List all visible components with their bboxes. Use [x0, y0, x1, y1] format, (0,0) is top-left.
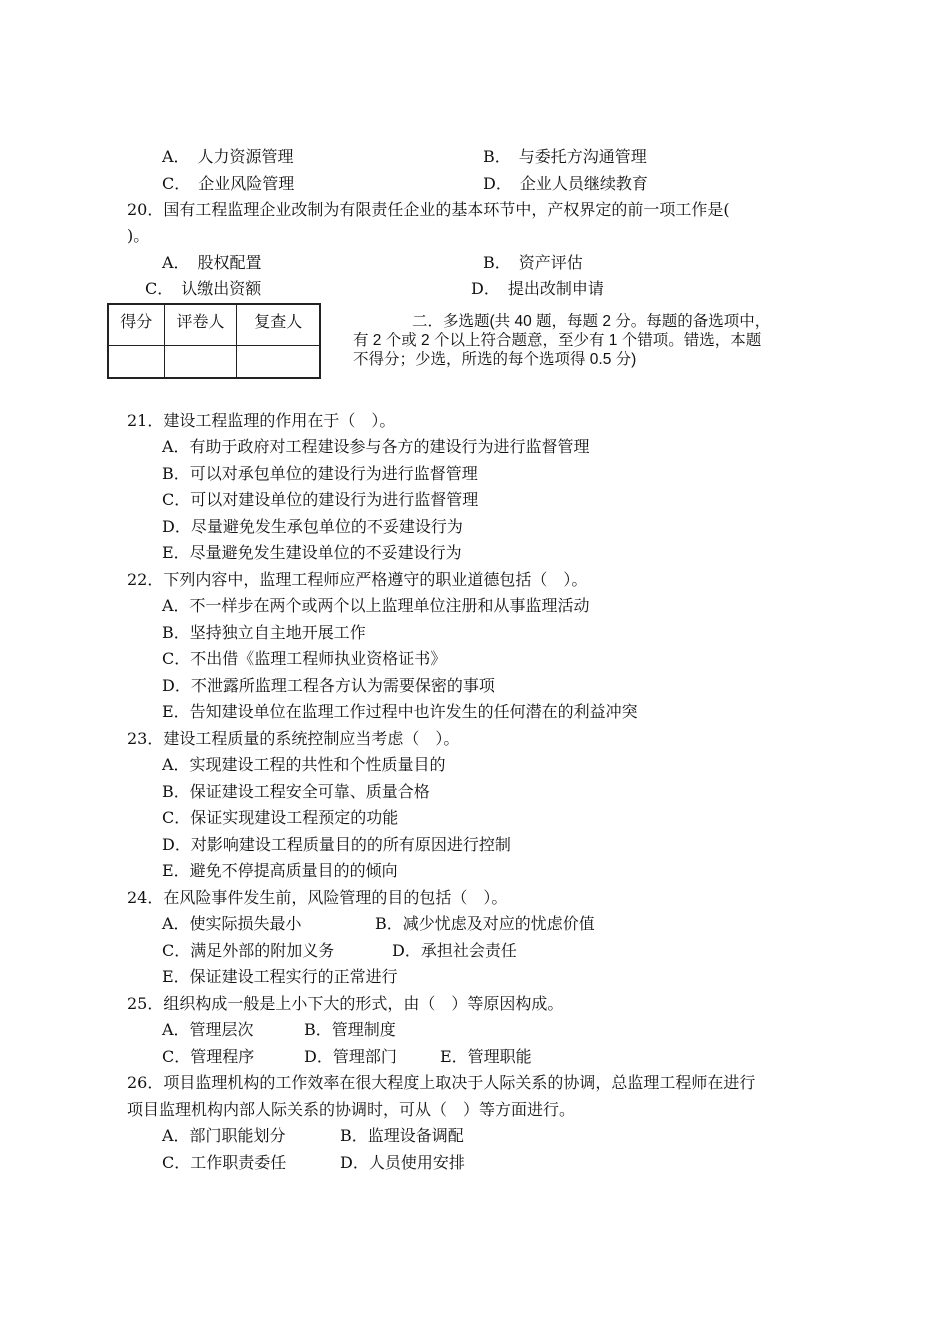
- q19-option-a: A． 人力资源管理: [162, 147, 294, 166]
- q20-option-a: A． 股权配置: [162, 253, 262, 272]
- section2-heading-line1: 二．多选题(共 40 题，每题 2 分。每题的备选项中，: [412, 313, 771, 330]
- q25-option-a: A．管理层次: [162, 1020, 254, 1039]
- q19-option-b: B． 与委托方沟通管理: [483, 147, 647, 166]
- q25-option-e: E．管理职能: [440, 1047, 532, 1066]
- reviewer-cell: [237, 346, 320, 379]
- q26-option-b: B．监理设备调配: [340, 1126, 464, 1145]
- section2-heading-line2: 有 2 个或 2 个以上符合题意，至少有 1 个错项。错选，本题: [353, 332, 762, 349]
- grader-header: 评卷人: [164, 304, 237, 346]
- q23-option-a: A．实现建设工程的共性和个性质量目的: [162, 755, 446, 774]
- score-cell: [108, 346, 164, 379]
- q21-option-c: C．可以对建设单位的建设行为进行监督管理: [162, 490, 479, 509]
- q19-option-d: D． 企业人员继续教育: [483, 174, 648, 193]
- q22-option-b: B．坚持独立自主地开展工作: [162, 623, 366, 642]
- q20-option-d: D． 提出改制申请: [471, 279, 604, 298]
- section2-heading-line3: 不得分；少选，所选的每个选项得 0.5 分): [353, 351, 637, 368]
- q21-stem: 21．建设工程监理的作用在于（ ）。: [127, 411, 396, 430]
- reviewer-header: 复查人: [237, 304, 320, 346]
- q23-stem: 23．建设工程质量的系统控制应当考虑（ ）。: [127, 729, 460, 748]
- q23-option-e: E．避免不停提高质量目的的倾向: [162, 861, 398, 880]
- q26-option-a: A．部门职能划分: [162, 1126, 286, 1145]
- q21-option-e: E．尽量避免发生建设单位的不妥建设行为: [162, 543, 462, 562]
- q20-stem: 20．国有工程监理企业改制为有限责任企业的基本环节中，产权界定的前一项工作是(: [127, 200, 730, 219]
- q25-option-b: B．管理制度: [304, 1020, 396, 1039]
- q24-option-a: A．使实际损失最小: [162, 914, 302, 933]
- q26-option-d: D．人员使用安排: [340, 1153, 465, 1172]
- q23-option-d: D．对影响建设工程质量目的的所有原因进行控制: [162, 835, 511, 854]
- q21-option-d: D．尽量避免发生承包单位的不妥建设行为: [162, 517, 463, 536]
- q22-stem: 22．下列内容中，监理工程师应严格遵守的职业道德包括（ ）。: [127, 570, 588, 589]
- q19-option-c: C． 企业风险管理: [162, 174, 295, 193]
- q26-option-c: C．工作职责委任: [162, 1153, 287, 1172]
- q22-option-e: E．告知建设单位在监理工作过程中也许发生的任何潜在的利益冲突: [162, 702, 638, 721]
- q21-option-b: B．可以对承包单位的建设行为进行监督管理: [162, 464, 478, 483]
- q23-option-c: C．保证实现建设工程预定的功能: [162, 808, 399, 827]
- q24-option-e: E．保证建设工程实行的正常进行: [162, 967, 398, 986]
- score-table: [107, 303, 321, 379]
- q20-stem-cont: )。: [127, 226, 150, 245]
- q24-option-d: D．承担社会责任: [392, 941, 517, 960]
- q21-option-a: A．有助于政府对工程建设参与各方的建设行为进行监督管理: [162, 437, 590, 456]
- q24-option-c: C．满足外部的附加义务: [162, 941, 335, 960]
- grader-cell: [164, 346, 237, 379]
- q22-option-a: A．不一样步在两个或两个以上监理单位注册和从事监理活动: [162, 596, 590, 615]
- q25-option-c: C．管理程序: [162, 1047, 255, 1066]
- q22-option-d: D．不泄露所监理工程各方认为需要保密的事项: [162, 676, 495, 695]
- score-header: 得分: [108, 304, 164, 346]
- q20-option-b: B． 资产评估: [483, 253, 583, 272]
- q26-stem-cont: 项目监理机构内部人际关系的协调时，可从（ ）等方面进行。: [127, 1100, 576, 1119]
- q25-stem: 25．组织构成一般是上小下大的形式，由（ ）等原因构成。: [127, 994, 564, 1013]
- q26-stem: 26．项目监理机构的工作效率在很大程度上取决于人际关系的协调，总监理工程师在进行: [127, 1073, 756, 1092]
- q24-stem: 24．在风险事件发生前，风险管理的目的包括（ ）。: [127, 888, 508, 907]
- q24-option-b: B．减少忧虑及对应的忧虑价值: [375, 914, 595, 933]
- q20-option-c: C． 认缴出资额: [145, 279, 262, 298]
- q25-option-d: D．管理部门: [304, 1047, 397, 1066]
- q23-option-b: B．保证建设工程安全可靠、质量合格: [162, 782, 430, 801]
- q22-option-c: C．不出借《监理工程师执业资格证书》: [162, 649, 447, 668]
